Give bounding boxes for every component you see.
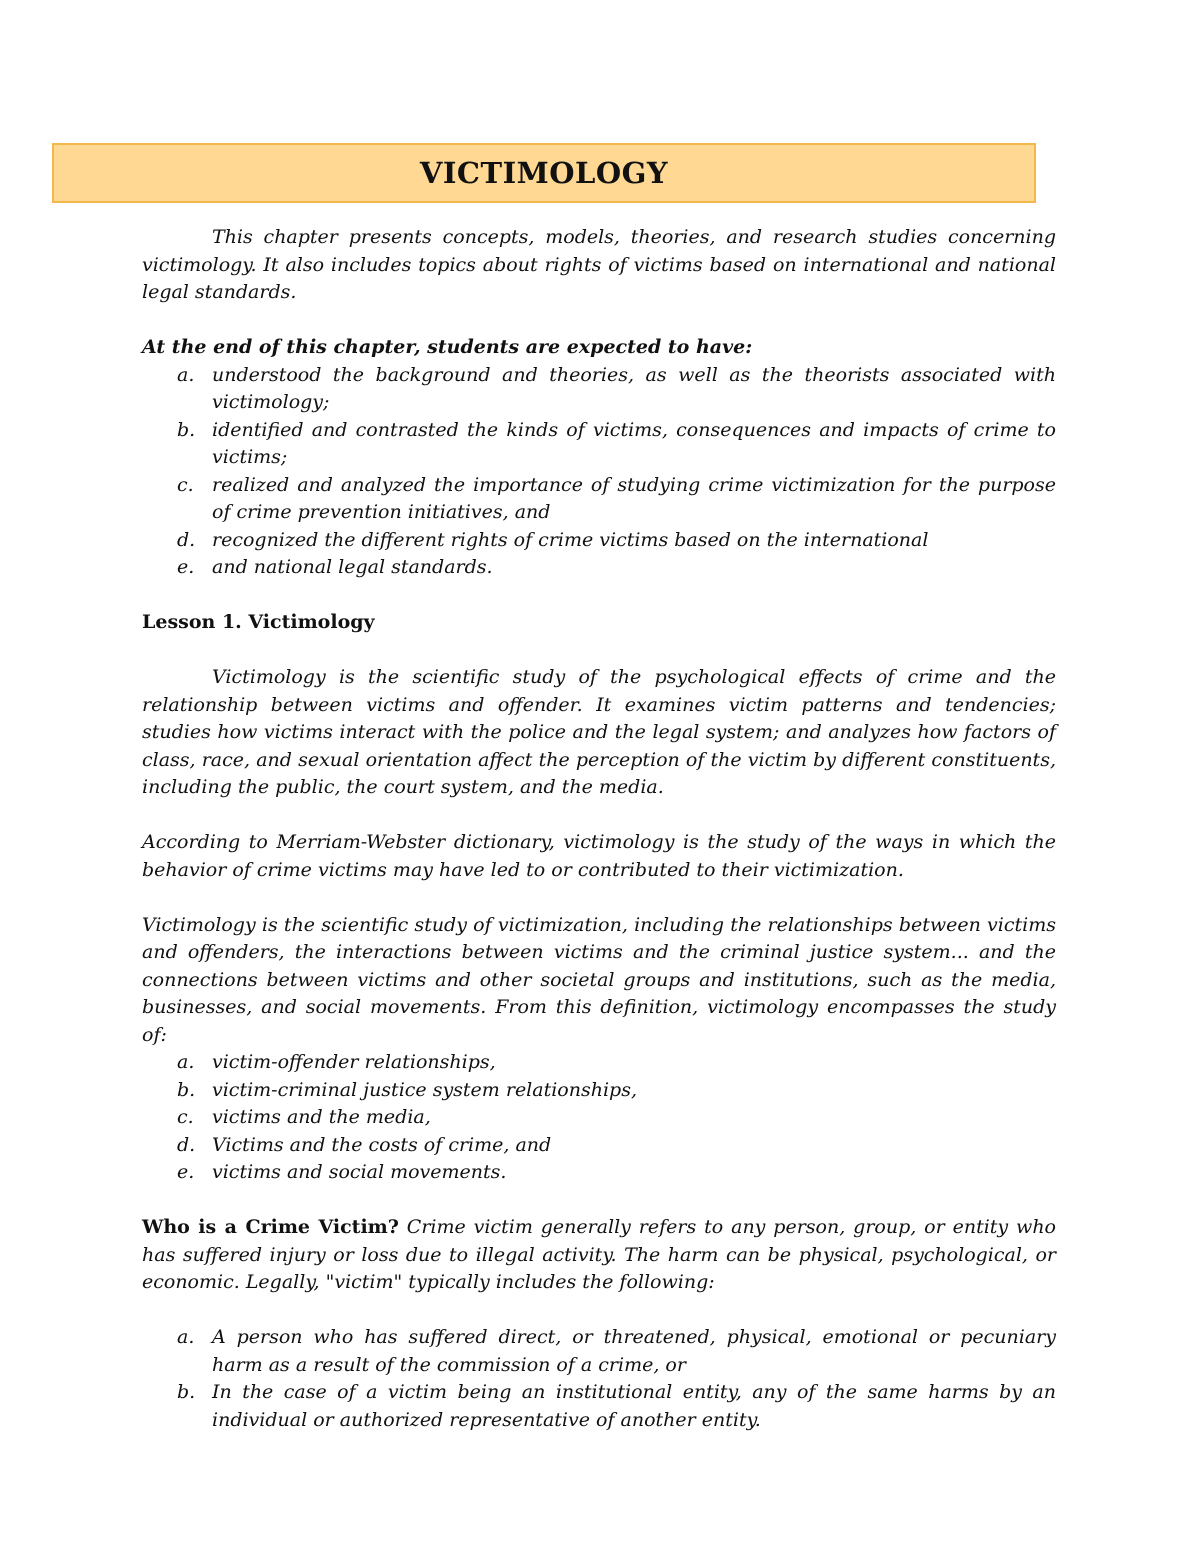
objectives-lead: At the end of this chapter, students are expected to have:: [142, 336, 753, 358]
list-item-text: understood the background and theories, as well as the theorists associated with victimology;: [212, 363, 1056, 413]
list-item: [142, 1159, 1056, 1187]
spacer: [142, 307, 1056, 335]
spacer: [142, 582, 1056, 610]
list-marker: a.: [177, 363, 195, 386]
list-item: [142, 527, 1056, 555]
study-list: [142, 1049, 1056, 1187]
spacer: [142, 1187, 1056, 1215]
list-item: [142, 417, 1056, 472]
list-item: [142, 1077, 1056, 1105]
list-marker: e.: [177, 556, 195, 578]
list-item-text: identified and contrasted the kinds of victims, consequences and impacts of crime to victims;: [212, 418, 1056, 468]
list-item: [142, 362, 1056, 417]
list-marker: b.: [177, 1381, 196, 1403]
lesson-paragraph-2: According to Merriam-Webster dictionary, victimology is the study of the ways in which the behavior of crime victims may have led to or contributed to their victimization.: [142, 831, 1056, 881]
list-marker: b.: [177, 418, 196, 441]
list-item-text: In the case of a victim being an institutional entity, any of the same harms by an individual or authorized representative of another entity.: [212, 1381, 1056, 1431]
list-item-text: and national legal standards.: [212, 556, 493, 578]
list-item: [142, 472, 1056, 527]
list-marker: a.: [177, 1326, 195, 1348]
spacer: [142, 802, 1056, 830]
intro-paragraph: This chapter presents concepts, models, theories, and research studies concerning victimology. It also includes topics about rights of victims based on international and national legal standards.: [142, 226, 1056, 303]
list-marker: b.: [177, 1078, 196, 1101]
document-body: [142, 224, 1056, 1434]
list-item: [142, 1132, 1056, 1160]
lesson-paragraph-1: Victimology is the scientific study of the psychological effects of crime and the relationship between victims and offender. It examines victim patterns and tendencies; studies how victims interact with the police and the legal system; and analyzes how factors of class, race, and sexual orientation affect the perception of the victim by different constituents, including the public, the court system, and the media.: [142, 666, 1056, 798]
list-item: [142, 1324, 1056, 1379]
list-item: [142, 1049, 1056, 1077]
list-item: [142, 1379, 1056, 1434]
list-marker: d.: [177, 528, 196, 551]
list-item-text: realized and analyzed the importance of studying crime victimization for the purpose of crime prevention initiatives, and: [212, 473, 1056, 523]
chapter-title-box: [52, 143, 1036, 203]
spacer: [142, 884, 1056, 912]
list-item-text: Victims and the costs of crime, and: [212, 1133, 552, 1156]
list-marker: c.: [177, 473, 194, 496]
lesson-paragraph-3: Victimology is the scientific study of victimization, including the relationships between victims and offenders, the interactions between victims and the criminal justice system... and the connections between victims and other societal groups and institutions, such as the media, businesses, and social movements. From this definition, victimology encompasses the study of:: [142, 913, 1056, 1046]
list-marker: c.: [177, 1106, 194, 1128]
list-marker: e.: [177, 1161, 195, 1183]
victim-definition-list: [142, 1324, 1056, 1434]
crime-victim-paragraph: [142, 1214, 1056, 1297]
crime-victim-heading: Who is a Crime Victim?: [142, 1216, 399, 1238]
chapter-title: VICTIMOLOGY: [419, 156, 669, 190]
list-item: [142, 554, 1056, 582]
list-item-text: victims and the media,: [212, 1106, 431, 1128]
list-item: [142, 1104, 1056, 1132]
list-item-text: recognized the different rights of crime victims based on the international: [212, 528, 929, 551]
list-item-text: victims and social movements.: [212, 1161, 507, 1183]
list-marker: d.: [177, 1133, 196, 1156]
spacer: [142, 1297, 1056, 1325]
list-item-text: A person who has suffered direct, or threatened, physical, emotional or pecuniary harm as a result of the commission of a crime, or: [212, 1326, 1056, 1376]
list-item-text: victim-criminal justice system relationships,: [212, 1078, 637, 1101]
list-item-text: victim-offender relationships,: [212, 1051, 496, 1073]
crime-victim-text: Crime victim generally refers to any person, group, or entity who has suffered injury or loss due to illegal activity. The harm can be physical, psychological, or economic. Legally, "victim" typically includes the following:: [142, 1216, 1056, 1293]
objectives-list: [142, 362, 1056, 582]
spacer: [142, 637, 1056, 665]
list-marker: a.: [177, 1051, 195, 1073]
lesson-heading: Lesson 1. Victimology: [142, 611, 375, 633]
